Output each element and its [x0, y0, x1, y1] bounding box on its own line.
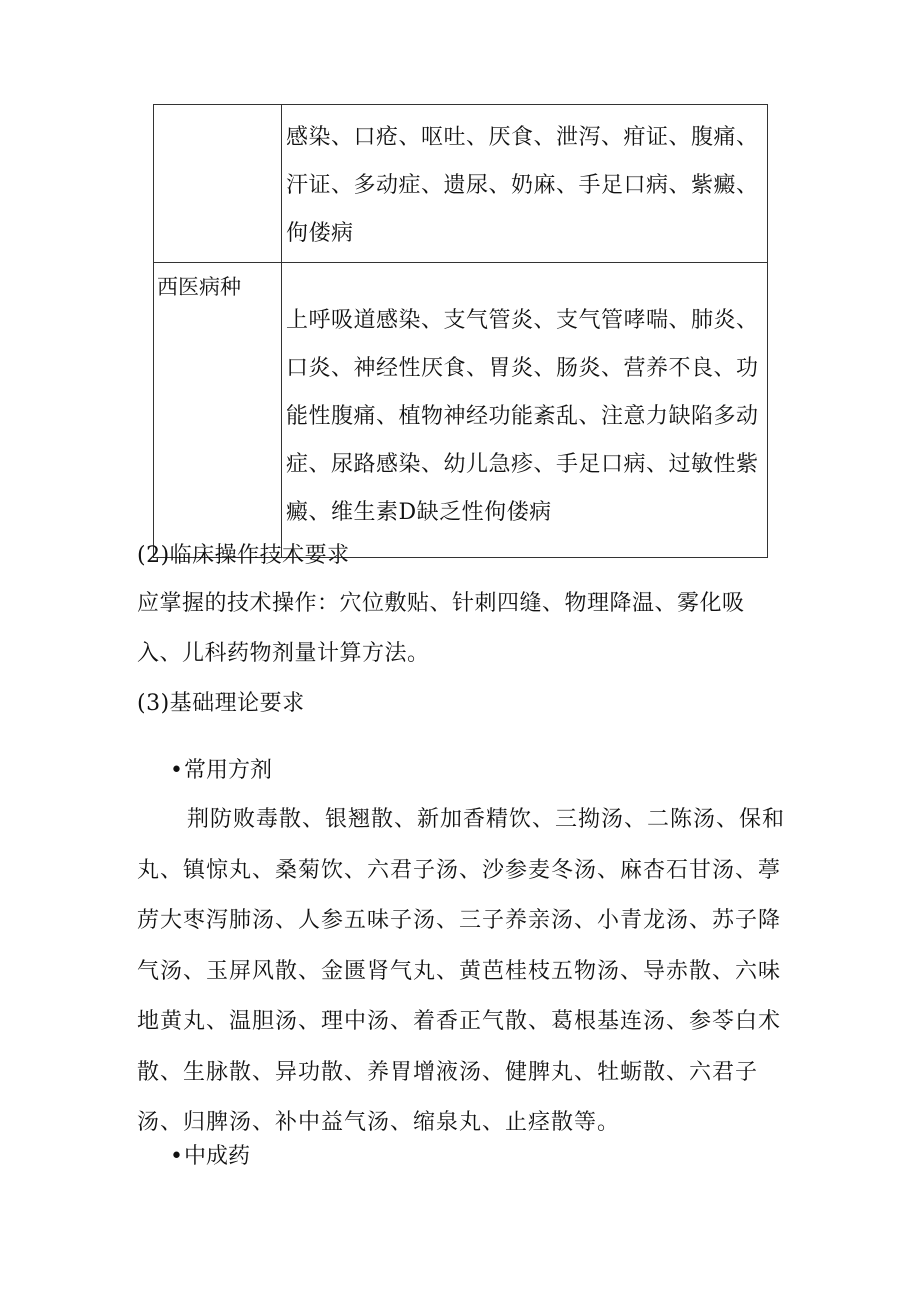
disease-table	[153, 104, 768, 558]
bullet-item-formulas	[170, 756, 272, 786]
bullet-label: 常用方剂	[184, 758, 273, 783]
bullet-dot-icon: •	[170, 758, 183, 783]
table-label-cell: 西医病种	[154, 263, 282, 558]
formulas-paragraph: 荆防败毒散、银翘散、新加香精饮、三拗汤、二陈汤、保和丸、镇惊丸、桑菊饮、六君子汤、沙参麦冬汤、麻杏石甘汤、葶苈大枣泻肺汤、人参五味子汤、三子养亲汤、小青龙汤、苏子降气汤、玉屏风散、金匮肾气丸、黄芭桂枝五物汤、导赤散、六味地黄丸、温胆汤、理中汤、着香正气散、葛根基连汤、参苓白术散、生脉散、异功散、养胃增液汤、健脾丸、牡蛎散、六君子汤、归脾汤、补中益气汤、缩泉丸、止痉散等。	[137, 807, 786, 1135]
table-content-cell: 感染、口疮、呕吐、厌食、泄泻、疳证、腹痛、汗证、多动症、遗尿、奶麻、手足口病、紫癜、佝偻病	[282, 105, 768, 263]
table-content-cell: 上呼吸道感染、支气管炎、支气管哮喘、肺炎、口炎、神经性厌食、胃炎、肠炎、营养不良、功能性腹痛、植物神经功能紊乱、注意力缺陷多动症、尿路感染、幼儿急疹、手足口病、过敏性紫癜、维生素D缺乏性佝偻病	[282, 263, 768, 558]
bullet-dot-icon: •	[170, 1144, 183, 1169]
table-label-cell	[154, 105, 282, 263]
table-row	[154, 263, 768, 558]
bullet-item-patent-medicine	[170, 1142, 250, 1172]
section-heading-basic-theory: (3)基础理论要求	[137, 691, 305, 716]
bullet-label: 中成药	[184, 1144, 251, 1169]
section-heading-clinical-skills: (2)临床操作技术要求	[137, 543, 350, 568]
clinical-skills-paragraph: 应掌握的技术操作：穴位敷贴、针刺四缝、物理降温、雾化吸入、儿科药物剂量计算方法。	[137, 591, 745, 666]
table-row	[154, 105, 768, 263]
